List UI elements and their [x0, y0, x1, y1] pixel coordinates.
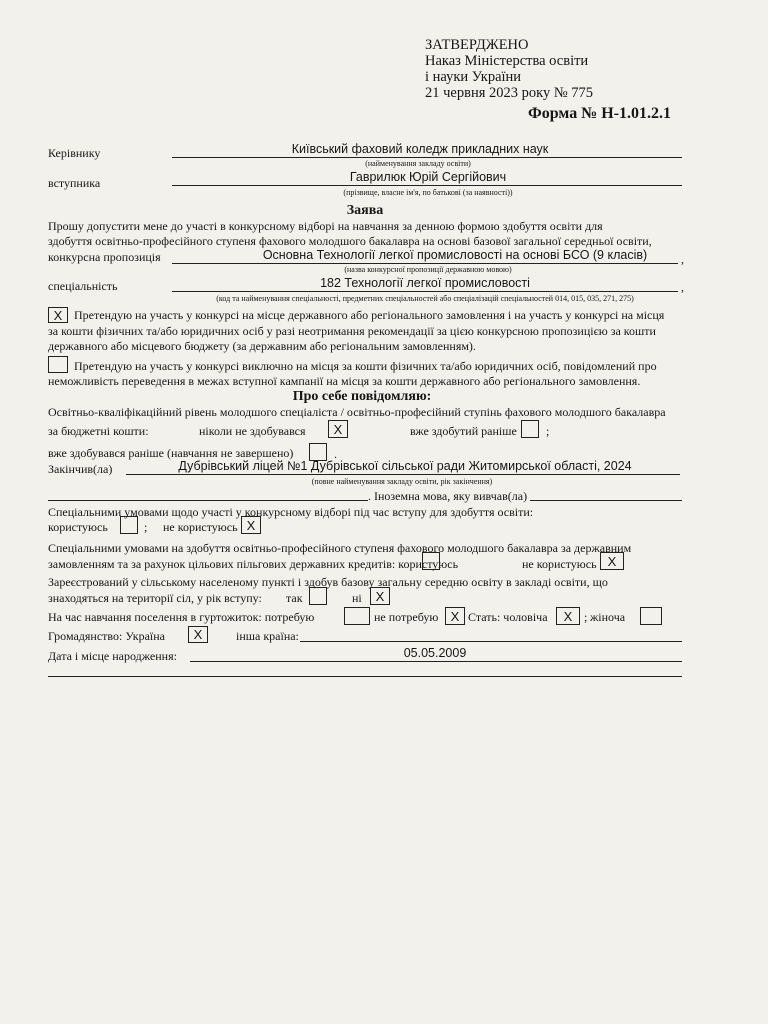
no-label: ні [352, 591, 362, 605]
sex-label: Стать: чоловіча [468, 610, 548, 624]
about-title: Про себе повідомляю: [292, 389, 432, 404]
not-use-checkbox[interactable]: X [241, 516, 261, 534]
graduated-label: Закінчив(ла) [48, 462, 113, 476]
option2-line-2: неможливість переведення в межах вступної кампанії на місця за кошти державного або регіонального замовлення. [48, 374, 641, 388]
option1-line-3: державного або місцевого бюджету (за державним або регіональним замовленням). [48, 339, 476, 353]
unfinished-period: . [334, 447, 337, 461]
proposal-caption: (назва конкурсної пропозиції державною мовою) [344, 265, 512, 274]
ok-line-2: за бюджетні кошти: [48, 424, 149, 438]
applicant-line [172, 185, 682, 186]
option2-line-1: Претендую на участь у конкурсі виключно на місця за кошти фізичних та/або юридичних осіб, повідомлений про [74, 359, 657, 373]
use-label: користуюсь [48, 520, 108, 534]
approval-line-1: Наказ Міністерства освіти [425, 53, 589, 69]
sex-semicolon: ; [584, 610, 588, 624]
form-number: Форма № Н-1.01.2.1 [528, 105, 672, 122]
other-country-line [300, 641, 682, 642]
yes-label: так [286, 591, 303, 605]
language-line [530, 500, 682, 501]
no-checkbox[interactable]: X [370, 587, 390, 605]
head-label-director: Керівнику [48, 146, 101, 160]
already-label: вже здобутий раніше [410, 424, 517, 438]
institution-caption: (найменування закладу освіти) [365, 159, 471, 168]
birth-line [190, 661, 682, 662]
statement-line-1: Прошу допустити мене до участі в конкурсному відборі на навчання за денною формою здобуття освіти для [48, 219, 603, 233]
special2-line-1: Спеціальними умовами на здобуття освітньо-професійного ступеня фахового молодшого бакалавра за державним [48, 541, 632, 555]
approval-line-2: і науки України [425, 69, 522, 85]
applicant-value: Гаврилюк Юрій Сергійович [349, 170, 507, 184]
option1-line-1: Претендую на участь у конкурсі на місце державного або регіонального замовлення і на участь у конкурсі на місця [74, 308, 665, 322]
institution-value: Київський фаховий коледж прикладних наук [291, 142, 549, 156]
rural-line-2: знаходяться на території сіл, у рік вступу: [48, 591, 262, 605]
proposal-line [172, 263, 678, 264]
option1-line-2: за кошти фізичних та/або юридичних осіб у разі неотримання рекомендації за цією конкурсною пропозицією за кошти [48, 324, 656, 338]
head-label-applicant: вступника [48, 176, 101, 190]
birth-line-2 [48, 676, 682, 677]
unfinished-label: вже здобувався раніше (навчання не завершено) [48, 446, 294, 460]
already-checkbox[interactable] [521, 420, 539, 438]
male-checkbox[interactable]: X [556, 607, 580, 625]
dorm-no-need-label: не потребую [374, 610, 439, 624]
proposal-value: Основна Технології легкої промисловості на основі БСО (9 класів) [262, 248, 648, 262]
graduated-value: Дубрівський ліцей №1 Дубрівської сільської ради Житомирської області, 2024 [178, 459, 632, 473]
institution-line [172, 157, 682, 158]
language-label: . Іноземна мова, яку вивчав(ла) [368, 489, 528, 503]
other-country-label: інша країна: [236, 629, 299, 643]
graduated-line [126, 474, 680, 475]
special2-line-2: замовленням та за рахунок цільових пільгових державних кредитів: користуюсь [48, 557, 459, 571]
special2-use-checkbox[interactable] [422, 552, 440, 570]
specialty-comma: , [681, 280, 684, 294]
option2-checkbox[interactable] [48, 356, 68, 373]
proposal-comma: , [681, 252, 684, 266]
special2-not-use-label: не користуюсь [522, 557, 597, 571]
dorm-need-checkbox[interactable] [344, 607, 370, 625]
specialty-line [172, 291, 678, 292]
specialty-caption: (код та найменування спеціальності, предметних спеціальностей або спеціалізацій спеціальностей 014, 015, 035, 271, 275) [216, 294, 634, 303]
use-checkbox[interactable] [120, 516, 138, 534]
yes-checkbox[interactable] [309, 587, 327, 605]
special2-not-use-checkbox[interactable]: X [600, 552, 624, 570]
ok-line-1: Освітньо-кваліфікаційний рівень молодшого спеціаліста / освітньо-професійний ступінь фахового молодшого бакалавра [48, 405, 666, 419]
graduated-caption: (повне найменування закладу освіти, рік закінчення) [311, 477, 493, 486]
citizenship-checkbox[interactable]: X [188, 626, 208, 643]
special1-line-1: Спеціальними умовами щодо участі у конкурсному відборі під час вступу для здобуття освіти: [48, 505, 534, 519]
female-checkbox[interactable] [640, 607, 662, 625]
birth-value: 05.05.2009 [403, 646, 467, 660]
female-label: жіноча [590, 610, 626, 624]
birth-label: Дата і місце народження: [48, 649, 177, 663]
option1-checkbox[interactable]: X [48, 307, 68, 323]
citizenship-label: Громадянство: Україна [48, 629, 166, 643]
statement-line-2: здобуття освітньо-професійного ступеня фахового молодшого бакалавра на основі базової загальної середньої освіти, [48, 234, 652, 248]
already-semicolon: ; [546, 424, 550, 438]
dorm-no-need-checkbox[interactable]: X [445, 607, 465, 625]
applicant-caption: (прізвище, власне ім'я, по батькові (за наявності)) [343, 188, 513, 197]
approval-line-3: 21 червня 2023 року № 775 [425, 85, 594, 101]
graduated-line-2 [48, 500, 368, 501]
use-semicolon: ; [144, 520, 148, 534]
proposal-label: конкурсна пропозиція [48, 250, 161, 264]
never-checkbox[interactable]: X [328, 420, 348, 438]
statement-title: Заява [346, 203, 384, 218]
not-use-label: не користуюсь [163, 520, 238, 534]
specialty-label: спеціальність [48, 279, 118, 293]
rural-line-1: Зареєстрований у сільському населеному пункті і здобув базову загальну середню освіту в закладі освіти, що [48, 575, 608, 589]
specialty-value: 182 Технології легкої промисловості [320, 276, 530, 290]
never-label: ніколи не здобувався [199, 424, 306, 438]
dorm-label: На час навчання поселення в гуртожиток: потребую [48, 610, 315, 624]
approval-title: ЗАТВЕРДЖЕНО [425, 37, 529, 53]
